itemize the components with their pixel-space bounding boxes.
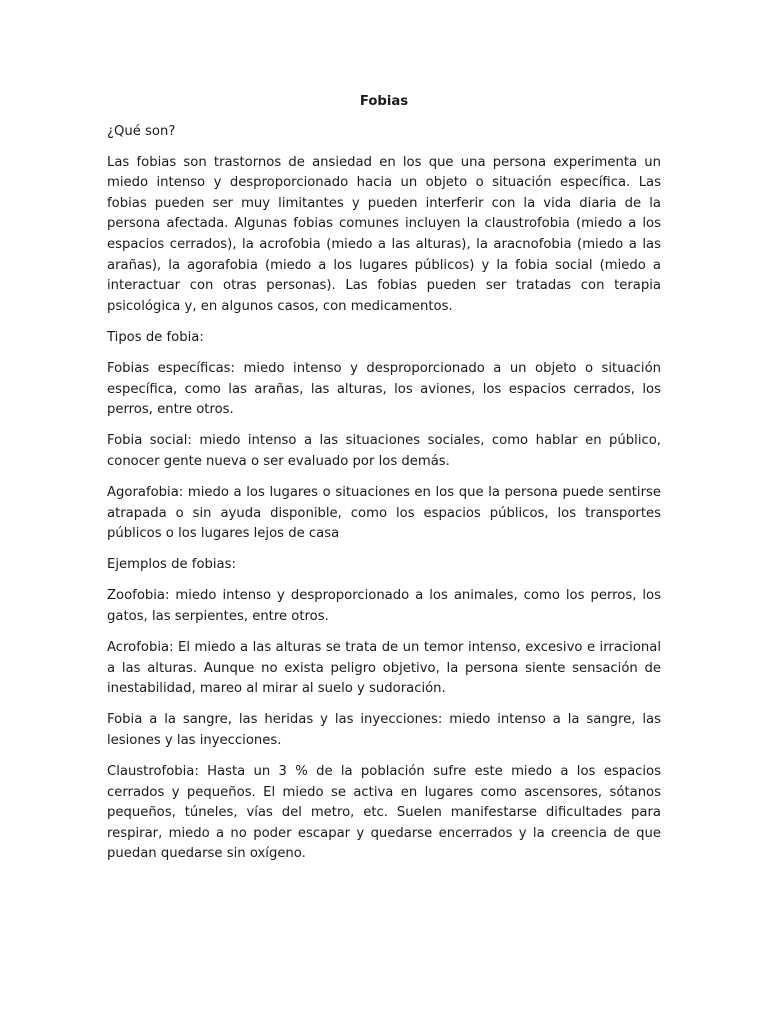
paragraph-intro: Las fobias son trastornos de ansiedad en los que una persona experimenta un miedo intenso y desproporcionado hacia un objeto o situación específica. Las fobias pueden ser muy limitantes y pueden interferir con la vida diaria de la persona afectada. Algunas fobias comunes incluyen la claustrofobia (miedo a los espacios cerrados), la acrofobia (miedo a las alturas), la aracnofobia (miedo a las arañas), la agorafobia (miedo a los lugares públicos) y la fobia social (miedo a interactuar con otras personas). Las fobias pueden ser tratadas con terapia psicológica y, en algunos casos, con medicamentos. bbox=[107, 154, 661, 314]
paragraph-fobia-social: Fobia social: miedo intenso a las situaciones sociales, como hablar en público, conocer gente nueva o ser evaluado por los demás. bbox=[107, 433, 661, 469]
paragraph-acrofobia: Acrofobia: El miedo a las alturas se trata de un temor intenso, excesivo e irracional a las alturas. Aunque no exista peligro objetivo, la persona siente sensación de inestabilidad, mareo al mirar al suelo y sudoración. bbox=[107, 640, 661, 697]
heading-ejemplos: Ejemplos de fobias: bbox=[107, 557, 236, 573]
paragraph-agorafobia: Agorafobia: miedo a los lugares o situaciones en los que la persona puede sentirse atrapada o sin ayuda disponible, como los espacios públicos, los transportes públicos o los lugares lejos de casa bbox=[107, 485, 661, 542]
heading-tipos: Tipos de fobia: bbox=[107, 329, 204, 345]
paragraph-fobia-sangre: Fobia a la sangre, las heridas y las inyecciones: miedo intenso a la sangre, las lesiones y las inyecciones. bbox=[107, 712, 661, 748]
heading-que-son: ¿Qué son? bbox=[107, 123, 176, 139]
paragraph-fobias-especificas: Fobias específicas: miedo intenso y desproporcionado a un objeto o situación específica, como las arañas, las alturas, los aviones, los espacios cerrados, los perros, entre otros. bbox=[107, 361, 661, 418]
paragraph-zoofobia: Zoofobia: miedo intenso y desproporcionado a los animales, como los perros, los gatos, las serpientes, entre otros. bbox=[107, 588, 661, 624]
paragraph-claustrofobia: Claustrofobia: Hasta un 3 % de la población sufre este miedo a los espacios cerrados y pequeños. El miedo se activa en lugares como ascensores, sótanos pequeños, túneles, vías del metro, etc. Suelen manifestarse dificultades para respirar, miedo a no poder escapar y quedarse encerrados y la creencia de que puedan quedarse sin oxígeno. bbox=[107, 764, 661, 862]
document-title: Fobias bbox=[359, 94, 409, 109]
